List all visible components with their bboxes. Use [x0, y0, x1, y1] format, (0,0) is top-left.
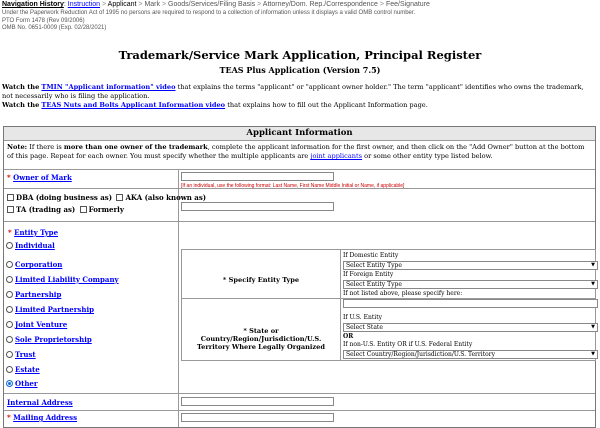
entity-radio-joint-venture[interactable]: Joint Venture [6, 320, 67, 329]
if-non-us-entity: If non-U.S. Entity OR if U.S. Federal Entity [343, 341, 473, 348]
page-title: Trademark/Service Mark Application, Principal Register [118, 48, 482, 62]
entity-radio-limited-partnership[interactable]: Limited Partnership [6, 305, 94, 314]
applicant-info-video-link[interactable]: TMIN "Applicant information" video [41, 83, 176, 91]
entity-radio-llc[interactable]: Limited Liability Company [6, 275, 119, 284]
if-domestic-entity: If Domestic Entity [343, 252, 399, 259]
navigation-history: Navigation History: Instruction > Applicant > Mark > Goods/Services/Filing Basis > Attorney/Dom. Rep./Correspondence > Fee/Signature [2, 1, 430, 8]
internal-address-input[interactable] [181, 397, 334, 406]
if-us-entity: If U.S. Entity [343, 314, 382, 321]
internal-address-label: Internal Address [7, 398, 73, 407]
applicant-information-section [3, 126, 596, 428]
joint-applicants-link[interactable]: joint applicants [310, 152, 363, 160]
nav-item-instruction[interactable]: Instruction [67, 1, 101, 8]
watch-line-1: Watch the TMIN "Applicant information" video that explains the terms "applicant" or "applicant owner holder." The term "applicant" identifies who owns the trademark, not necessarily who is filing the application. [2, 83, 584, 100]
country-select[interactable]: Select Country/Region/Jurisdiction/U.S. Territory ▼ [343, 350, 598, 359]
dba-checkbox[interactable] [7, 194, 14, 201]
mailing-address-label: * Mailing Address [7, 413, 78, 422]
if-foreign-entity: If Foreign Entity [343, 271, 394, 278]
page-subtitle: TEAS Plus Application (Version 7.5) [219, 65, 381, 75]
owner-of-mark-label: * Owner of Mark [7, 173, 72, 182]
entity-radio-other[interactable]: Other [6, 379, 38, 388]
multiple-owner-note: Note: If there is more than one owner of the trademark, complete the applicant information for the first owner, and then click on the "Add Owner" button at the bottom of this page. Repeat for each owner. You must specify whether the multiple applicants are joint applicants or some other entity type listed below. [7, 143, 585, 160]
ta-checkbox[interactable] [7, 206, 14, 213]
entity-radio-individual[interactable]: Individual [6, 241, 55, 250]
nav-item-mark: Mark [144, 1, 161, 8]
watch-line-2: Watch the TEAS Nuts and Bolts Applicant Information video that explains how to fill out the Applicant Information page. [2, 101, 428, 109]
formerly-checkbox[interactable] [80, 206, 87, 213]
owner-name-format-hint: [If an individual, use the following format: Last Name, First Name Middle Initial or Name, if applicable] [181, 183, 405, 189]
entity-type-label: * Entity Type [8, 228, 59, 237]
foreign-entity-select[interactable]: Select Entity Type ▼ [343, 280, 598, 289]
section-header: Applicant Information [4, 127, 595, 141]
nav-item-fee-signature: Fee/Signature [385, 1, 430, 8]
aka-checkbox[interactable] [116, 194, 123, 201]
entity-radio-estate[interactable]: Estate [6, 365, 40, 374]
video-links [2, 83, 596, 110]
dba-aka-options: DBA (doing business as) AKA (also known as) [7, 193, 206, 202]
nuts-bolts-video-link[interactable]: TEAS Nuts and Bolts Applicant Information video [41, 101, 226, 109]
entity-radio-trust[interactable]: Trust [6, 350, 36, 359]
or-label: OR [343, 333, 354, 340]
state-select[interactable]: Select State ▼ [343, 323, 598, 332]
entity-radio-corporation[interactable]: Corporation [6, 260, 62, 269]
nav-item-applicant: Applicant [107, 1, 137, 8]
specify-entity-type-label: * Specify Entity Type [222, 276, 300, 284]
paperwork-reduction-notice: Under the Paperwork Reduction Act of 1995 no persons are required to respond to a collection of information unless it displays a valid OMB control number. PTO Form 1478 (Rev 09/2006) OMB No. 0651-0009 (Exp. 02/28/2021) [2, 10, 416, 31]
domestic-entity-select[interactable]: Select Entity Type ▼ [343, 261, 598, 270]
other-entity-type-input[interactable] [343, 299, 598, 308]
ta-formerly-options: TA (trading as) Formerly [7, 205, 124, 214]
entity-radio-sole-proprietorship[interactable]: Sole Proprietorship [6, 335, 92, 344]
mailing-address-input[interactable] [181, 413, 334, 422]
owner-of-mark-input[interactable] [181, 172, 334, 181]
not-listed-label: If not listed above, please specify here: [343, 290, 463, 297]
nav-item-attorney: Attorney/Dom. Rep./Correspondence [262, 1, 378, 8]
nav-heading: Navigation History [2, 1, 64, 8]
entity-radio-partnership[interactable]: Partnership [6, 290, 61, 299]
nav-item-goods-services: Goods/Services/Filing Basis [168, 1, 256, 8]
dba-name-input[interactable] [181, 202, 334, 211]
state-country-label: * State or Country/Region/Jurisdiction/U.S. Territory Where Legally Organized [196, 327, 325, 351]
